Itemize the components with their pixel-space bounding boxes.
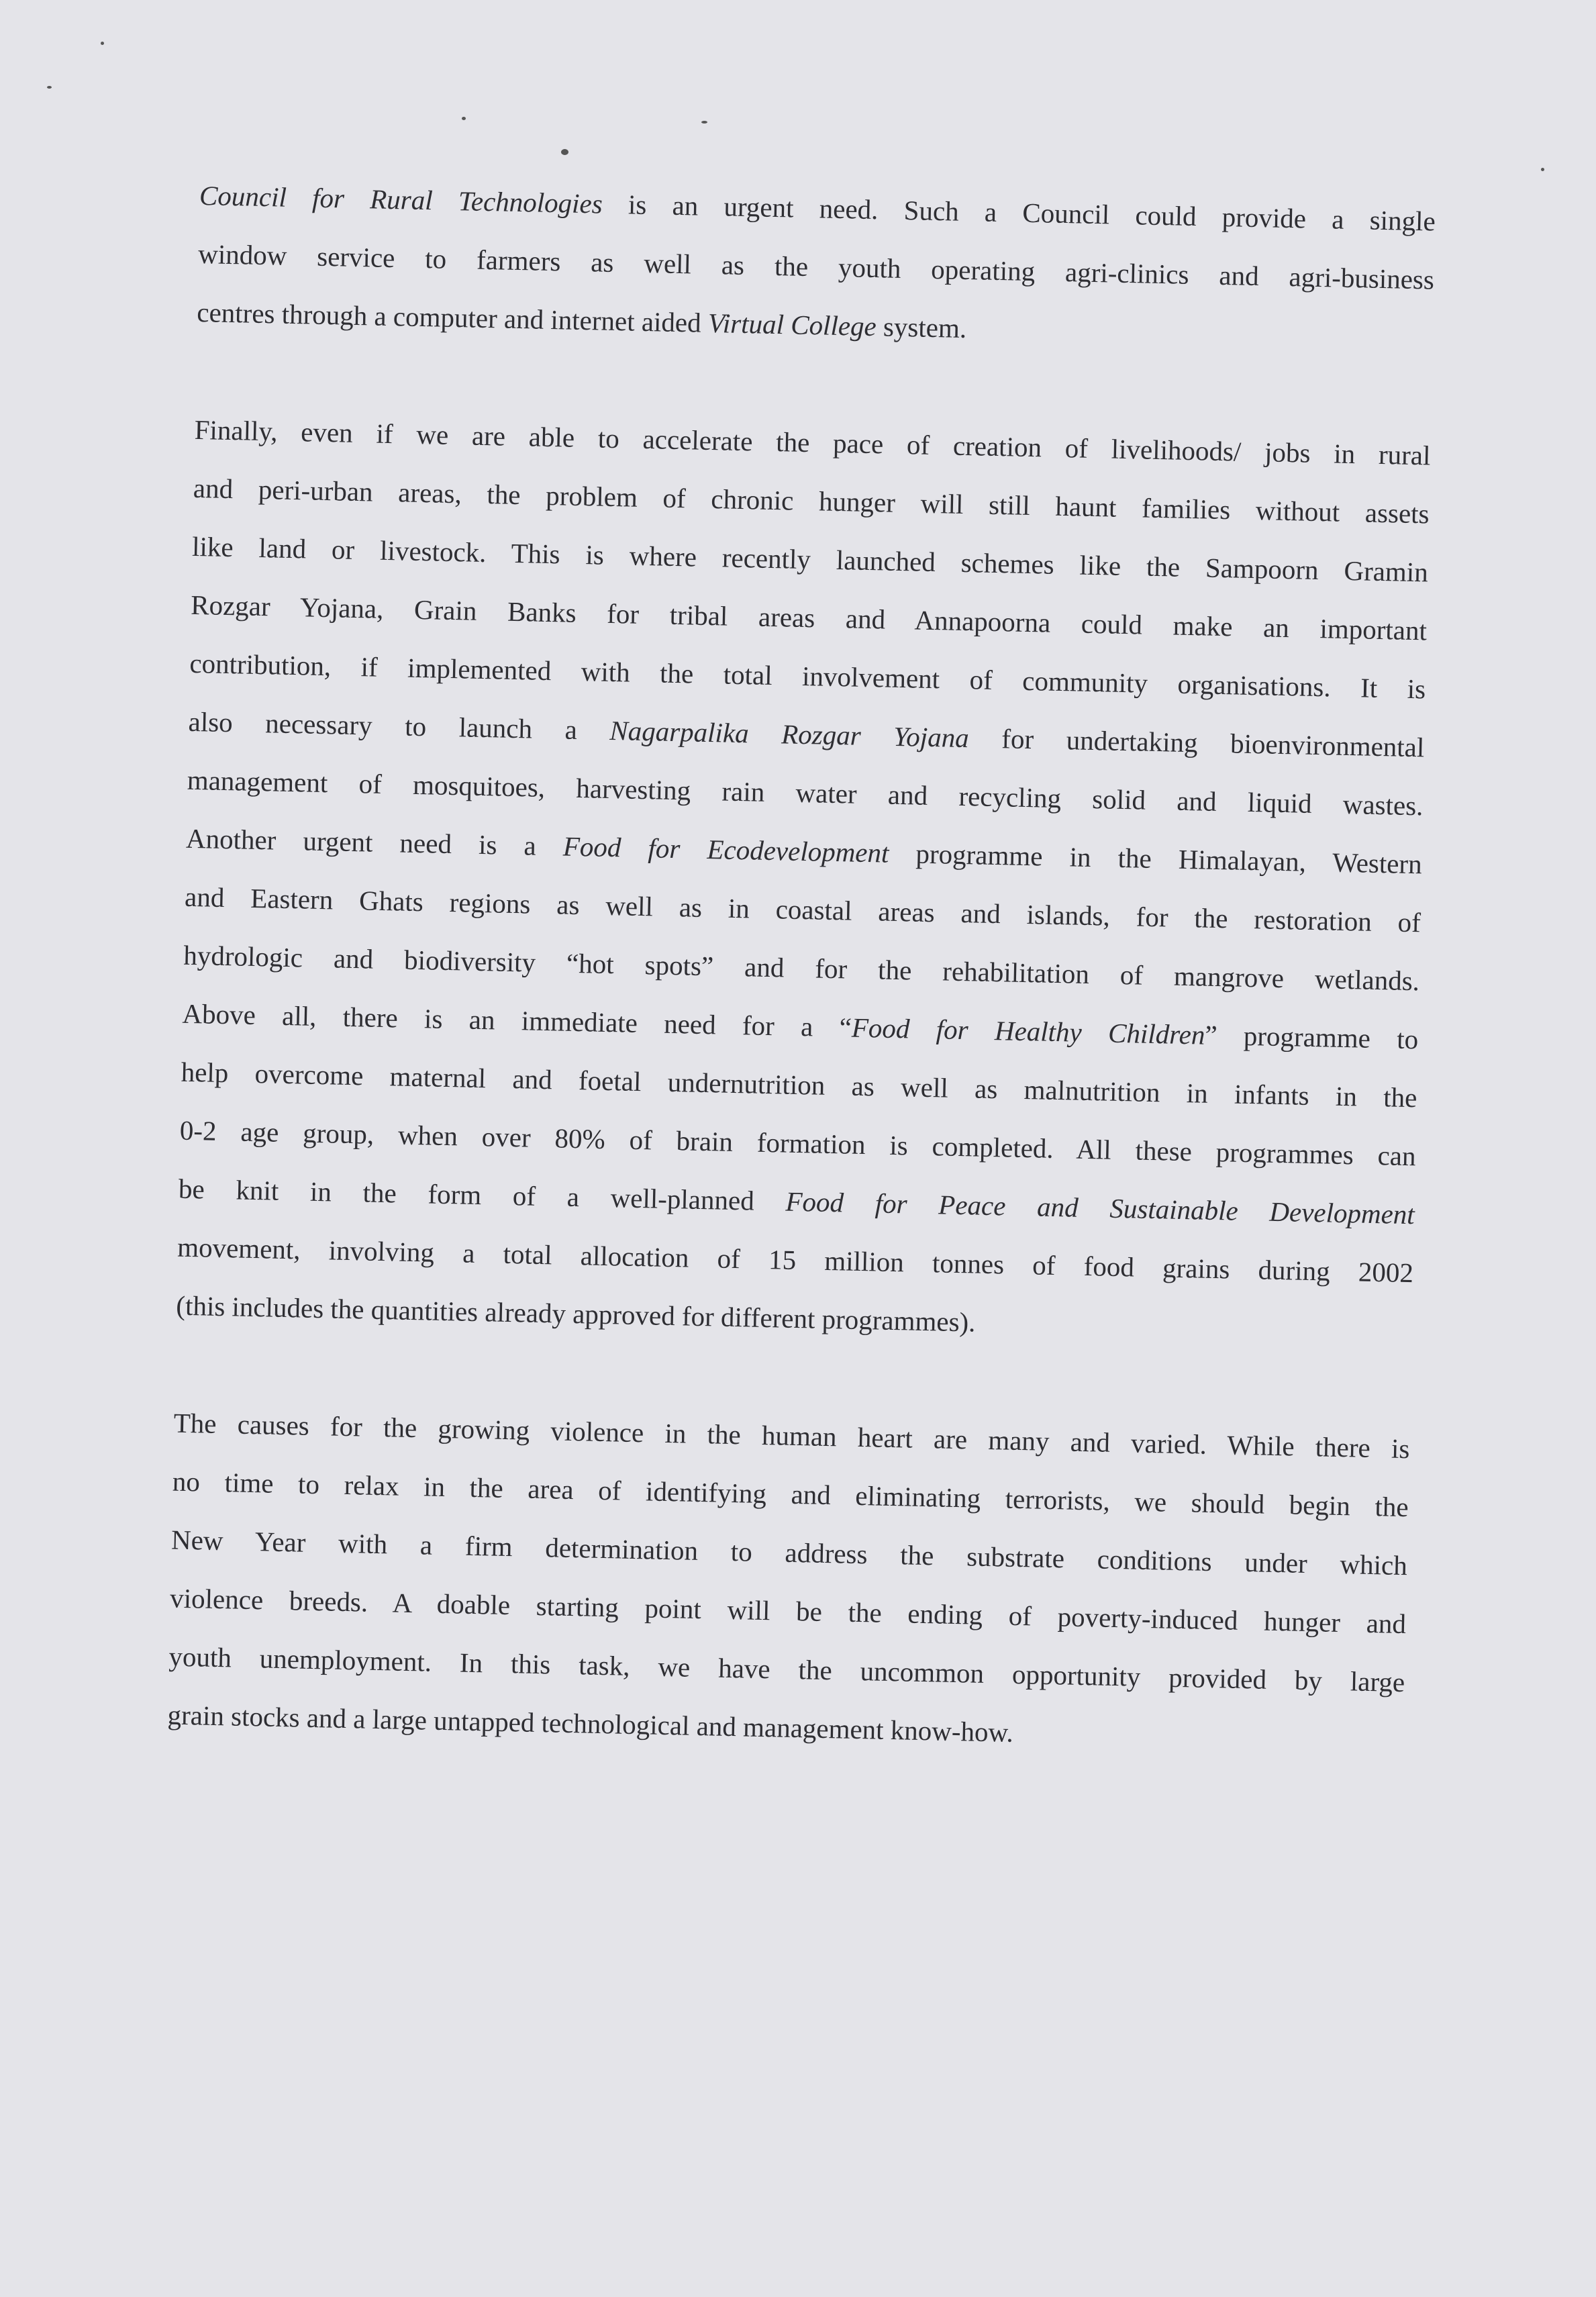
text-segment: for undertaking bioenvironmental (968, 722, 1425, 763)
text-segment: ” programme to (1204, 1019, 1419, 1055)
scan-speck (561, 149, 568, 155)
text-segment: management of mosquitoes, harvesting rain water and recycling solid and liquid wastes. (187, 764, 1424, 822)
text-segment: 0-2 age group, when over 80% of brain formation is completed. All these programmes can (179, 1114, 1417, 1172)
italic-text: Nagarpalika Rozgar Yojana (609, 714, 970, 754)
text-segment: centres through a computer and internet aided (196, 296, 709, 338)
scan-speck (47, 86, 52, 89)
paragraph (176, 401, 1432, 1361)
text-segment: The causes for the growing violence in the human heart are many and varied. While there is (173, 1407, 1410, 1465)
text-segment: also necessary to launch a (188, 705, 610, 746)
text-segment: Rozgar Yojana, Grain Banks for tribal areas and Annapoorna could make an important (190, 589, 1428, 646)
paragraph (167, 1394, 1411, 1770)
text-segment: programme in the Himalayan, Western (888, 837, 1423, 880)
text-segment: like land or livestock. This is where recently launched schemes like the Sampoorn Gramin (191, 530, 1429, 588)
text-segment: Above all, there is an immediate need for a “ (182, 997, 852, 1043)
text-segment: violence breeds. A doable starting point will be the ending of poverty-induced hunger and (169, 1582, 1407, 1640)
text-segment: system. (876, 311, 967, 344)
text-segment: help overcome maternal and foetal undernutrition as well as malnutrition in infants in the (181, 1056, 1417, 1114)
text-segment: grain stocks and a large untapped technological and management know-how. (167, 1699, 1014, 1748)
text-segment: is an urgent need. Such a Council could provide a single (602, 188, 1436, 237)
text-segment: and peri-urban areas, the problem of chronic hunger will still haunt families without assets (193, 472, 1430, 530)
text-segment: New Year with a firm determination to address the substrate conditions under which (170, 1524, 1408, 1581)
scan-speck (101, 42, 104, 45)
paragraph (197, 166, 1436, 368)
text-segment: (this includes the quantities already approved for different programmes). (175, 1289, 976, 1338)
text-segment: hydrologic and biodiversity “hot spots” and for the rehabilitation of mangrove wetlands. (183, 939, 1420, 997)
scan-speck (462, 117, 466, 120)
document-page (166, 166, 1436, 1829)
italic-text: Food for Healthy Children (851, 1012, 1205, 1050)
text-segment: and Eastern Ghats regions as well as in coastal areas and islands, for the restoration of (184, 881, 1422, 938)
text-segment: youth unemployment. In this task, we have the uncommon opportunity provided by large (168, 1641, 1405, 1698)
scan-speck (1541, 168, 1544, 171)
text-segment: window service to farmers as well as the youth operating agri-clinics and agri-business (197, 238, 1435, 295)
text-segment: be knit in the form of a well-planned (178, 1173, 786, 1217)
italic-text: Food for Peace and Sustainable Development (785, 1185, 1415, 1230)
text-segment: Another urgent need is a (185, 822, 564, 862)
scan-speck (701, 121, 707, 124)
text-segment: movement, involving a total allocation of 15 million tonnes of food grains during 2002 (177, 1231, 1414, 1289)
text-segment: contribution, if implemented with the total involvement of community organisations. It is (189, 647, 1426, 705)
italic-text: Virtual College (707, 307, 877, 342)
italic-text: Council for Rural Technologies (199, 179, 603, 219)
text-segment: Finally, even if we are able to accelerate the pace of creation of livelihoods/ jobs in rural (194, 413, 1431, 471)
italic-text: Food for Ecodevelopment (562, 830, 889, 869)
text-segment: no time to relax in the area of identifying and eliminating terrorists, we should begin the (172, 1465, 1409, 1523)
